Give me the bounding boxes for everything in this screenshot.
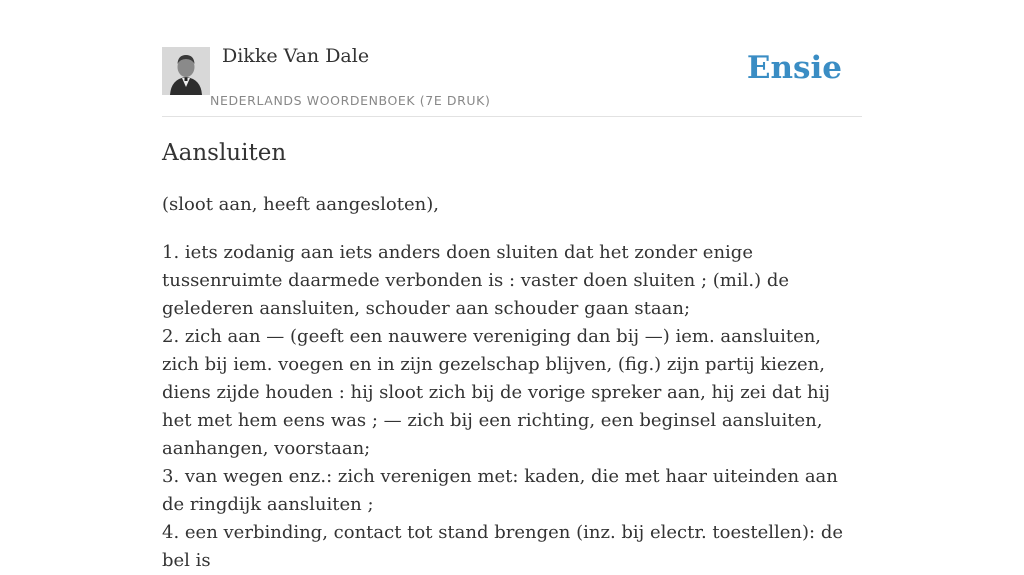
definition-item: 4. een verbinding, contact tot stand brengen (inz. bij electr. toestellen): de bel is [162,522,844,571]
definition-item: 3. van wegen enz.: zich verenigen met: kaden, die met haar uiteinden aan de ringdijk aansluiten ; [162,466,838,515]
page-container [162,0,862,571]
entry-forms: (sloot aan, heeft aangesloten), [162,194,439,215]
dictionary-subtitle[interactable]: NEDERLANDS WOORDENBOEK (7E DRUK) [210,93,491,108]
brand-logo[interactable]: Ensie [746,50,842,86]
author-name[interactable]: Dikke Van Dale [222,45,370,67]
definition-item: 1. iets zodanig aan iets anders doen sluiten dat het zonder enige tussenruimte daarmede verbonden is : vaster doen sluiten ; (mil.) de gelederen aansluiten, schouder aan schouder gaan staan; [162,242,790,319]
definition-item: 2. zich aan — (geeft een nauwere vereniging dan bij —) iem. aansluiten, zich bij iem. voegen en in zijn gezelschap blijven, (fig.) zijn partij kiezen, diens zijde houden : hij sloot zich bij de vorige spreker aan, hij zei dat hij het met hem eens was ; — zich bij een richting, een beginsel aansluiten, aanhangen, voorstaan; [162,326,830,459]
definition-body [162,239,862,575]
author-header [162,0,862,117]
entry-title: Aansluiten [162,140,287,166]
author-avatar[interactable] [162,47,210,95]
portrait-photo-icon [162,47,210,95]
